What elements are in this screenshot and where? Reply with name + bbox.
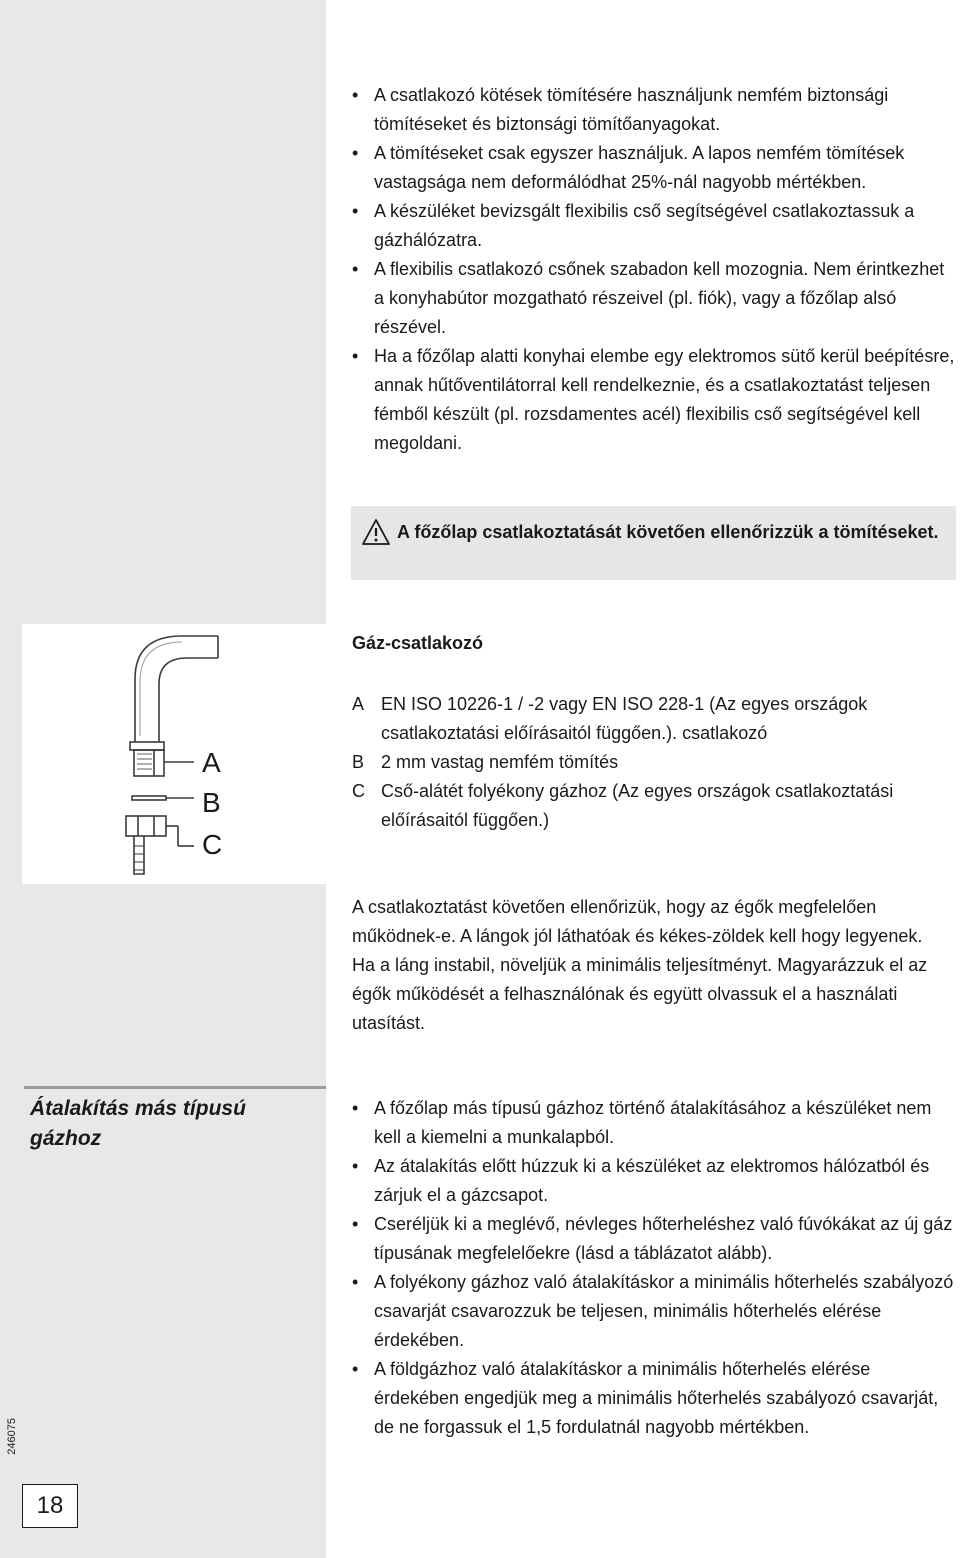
- legend-text: Cső-alátét folyékony gázhoz (Az egyes országok csatlakoztatási előírásaitól függően.): [381, 781, 894, 830]
- connection-check-paragraph: A csatlakoztatást követően ellenőrizük, hogy az égők megfelelően működnek-e. A lángok jól láthatóak és kékes-zöldek kell hogy legyenek. Ha a láng instabil, növeljük a minimális teljesítményt. Magyarázzuk el az égők működését a felhasználónak és együtt olvassuk el a használati utasítást.: [352, 897, 928, 1033]
- gas-connector-legend: [352, 690, 958, 835]
- legend-key: A: [352, 694, 365, 714]
- installation-notes-list: [352, 81, 958, 458]
- legend-key: B: [352, 752, 365, 772]
- section-divider: [24, 1086, 326, 1089]
- conversion-steps-list: [352, 1094, 958, 1442]
- list-item: • Cseréljük ki a meglévő, névleges hőterheléshez való fúvókákat az új gáz típusának megfelelőekre (lásd a táblázatot alább).: [352, 1210, 958, 1268]
- list-item: • A készüléket bevizsgált flexibilis cső segítségével csatlakoztassuk a gázhálózatra.: [352, 197, 958, 255]
- figure-label-c: C: [202, 829, 223, 860]
- gas-connector-diagram: [22, 624, 326, 884]
- warning-triangle-icon: [361, 518, 391, 546]
- gas-connector-heading: Gáz-csatlakozó: [352, 633, 484, 653]
- figure-label-b: B: [202, 787, 221, 818]
- gas-connector-figure: [22, 624, 326, 884]
- page-number: 18: [22, 1484, 78, 1528]
- legend-text: 2 mm vastag nemfém tömítés: [381, 752, 619, 772]
- warning-text: A főzőlap csatlakoztatását követően ellenőrizzük a tömítéseket.: [397, 522, 939, 542]
- legend-row-b: [352, 748, 958, 777]
- legend-row-c: [352, 777, 958, 835]
- list-item: • A flexibilis csatlakozó csőnek szabadon kell mozognia. Nem érintkezhet a konyhabútor mozgatható részeivel (pl. fiók), vagy a főzőlap alsó részével.: [352, 255, 958, 342]
- legend-row-a: [352, 690, 958, 748]
- list-item: • Ha a főzőlap alatti konyhai elembe egy elektromos sütő kerül beépítésre, annak hűtőventilátorral kell rendelkeznie, és a csatlakoztatást teljesen fémből készült (pl. rozsdamentes acél) flexibilis cső segítségével kell megoldani.: [352, 342, 958, 458]
- list-item: • A főzőlap más típusú gázhoz történő átalakításához a készüléket nem kell a kiemelni a munkalapból.: [352, 1094, 958, 1152]
- list-item: • Az átalakítás előtt húzzuk ki a készüléket az elektromos hálózatból és zárjuk el a gázcsapot.: [352, 1152, 958, 1210]
- list-item: • A földgázhoz való átalakításkor a minimális hőterhelés elérése érdekében engedjük meg a minimális hőterhelés szabályozó csavarját, de ne forgassuk el 1,5 fordulatnál nagyobb mértékben.: [352, 1355, 958, 1442]
- legend-text: EN ISO 10226-1 / -2 vagy EN ISO 228-1 (Az egyes országok csatlakoztatási előírásaitól függően.). csatlakozó: [381, 694, 868, 743]
- document-code: 246075: [6, 1418, 18, 1455]
- list-item: • A folyékony gázhoz való átalakításkor a minimális hőterhelés szabályozó csavarját csavarozzuk be teljesen, minimális hőterhelés elérése érdekében.: [352, 1268, 958, 1355]
- warning-box: [351, 506, 956, 580]
- section-title: Átalakítás más típusú gázhoz: [30, 1097, 246, 1150]
- legend-key: C: [352, 781, 365, 801]
- list-item: • A csatlakozó kötések tömítésére használjunk nemfém biztonsági tömítéseket és biztonsági tömítőanyagokat.: [352, 81, 958, 139]
- list-item: • A tömítéseket csak egyszer használjuk. A lapos nemfém tömítések vastagsága nem deformálódhat 25%-nál nagyobb mértékben.: [352, 139, 958, 197]
- figure-label-a: A: [202, 747, 221, 778]
